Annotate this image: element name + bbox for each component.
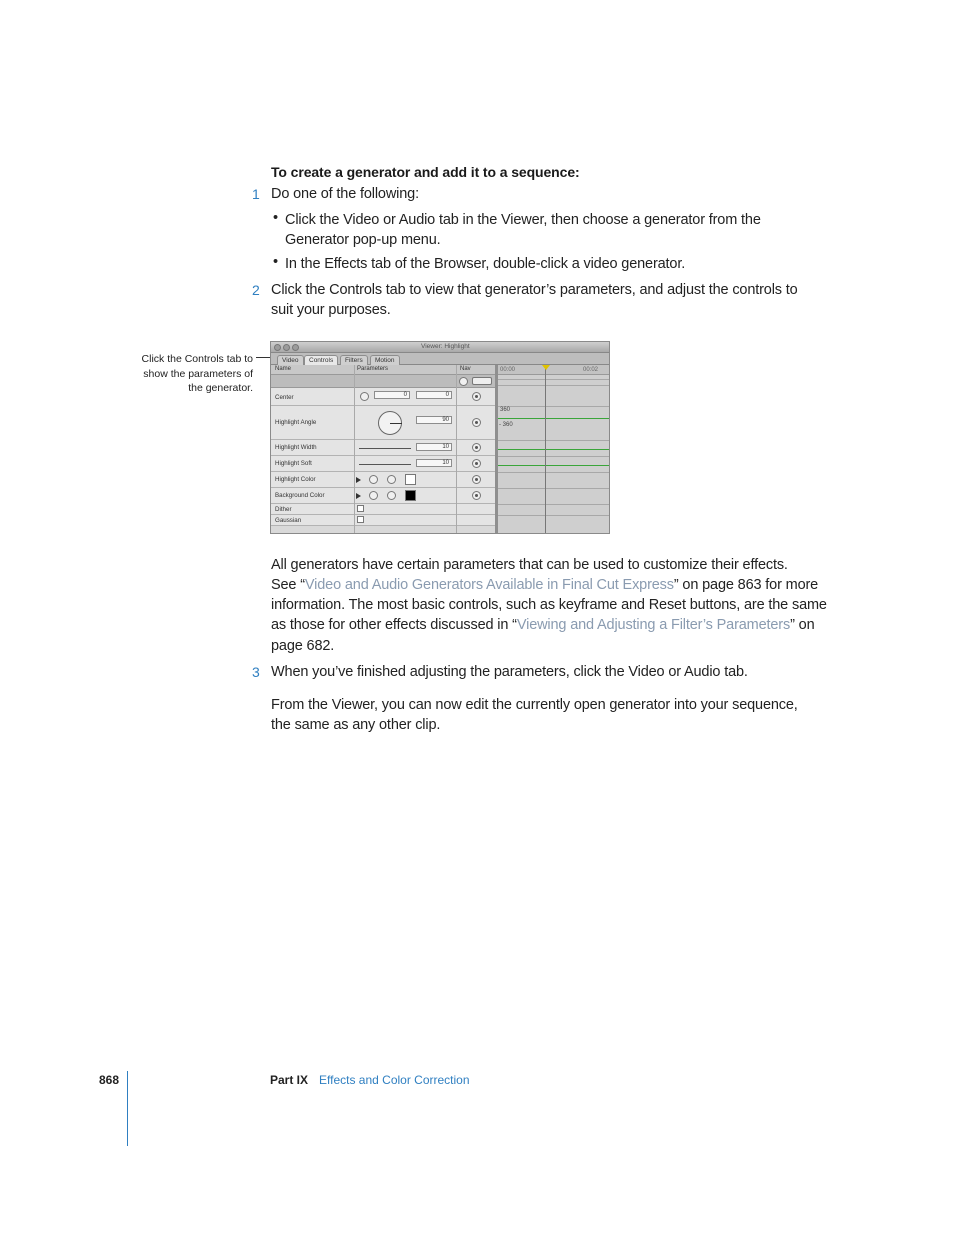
param-row-highlight-width xyxy=(271,440,497,456)
param-row-dither xyxy=(271,504,497,515)
param-label: Highlight Color xyxy=(275,476,316,483)
para-1-line-2 xyxy=(271,575,818,595)
soft-slider xyxy=(359,464,411,465)
para-2-line-1: From the Viewer, you can now edit the currently open generator into your sequence, xyxy=(271,697,798,713)
param-label: Highlight Soft xyxy=(275,460,312,467)
callout-line-2: show the parameters of xyxy=(143,367,253,380)
track-line xyxy=(498,488,610,489)
bullet-1-line-1: Click the Video or Audio tab in the Viewer, then choose a generator from the xyxy=(285,212,761,228)
parameter-column-headers xyxy=(271,365,497,375)
playhead-line xyxy=(545,365,546,534)
step-2-line-1: Click the Controls tab to view that generator’s parameters, and adjust the controls to xyxy=(271,282,798,298)
procedure-heading: To create a generator and add it to a sequence: xyxy=(271,164,580,180)
callout-line-3: the generator. xyxy=(188,382,253,394)
step-2-line-2: suit your purposes. xyxy=(271,302,391,318)
param-row-gaussian xyxy=(271,515,497,526)
keyframe-icon xyxy=(472,459,481,468)
track-line xyxy=(498,385,610,386)
track-line xyxy=(498,379,610,380)
header-parameters: Parameters xyxy=(357,366,389,372)
para-2-line-2: the same as any other clip. xyxy=(271,717,441,733)
tab-controls: Controls xyxy=(304,355,338,365)
playhead-icon xyxy=(542,365,550,370)
para-1-line-3: information. The most basic controls, such as keyframe and Reset buttons, are the same xyxy=(271,597,827,613)
step-number-2: 2 xyxy=(252,282,260,298)
background-color-swatch xyxy=(405,490,416,501)
soft-keyframe-curve xyxy=(498,465,610,466)
text-fragment: as those for other effects discussed in “ xyxy=(271,617,517,633)
footer-divider xyxy=(127,1071,128,1146)
zoom-window-icon xyxy=(292,344,299,351)
param-row-background-color xyxy=(271,488,497,504)
width-value-field: 10 xyxy=(416,443,452,451)
eyedropper-icon xyxy=(369,475,378,484)
viewer-tab-bar xyxy=(271,353,609,365)
figure-callout xyxy=(118,352,253,396)
soft-value-field: 10 xyxy=(416,459,452,467)
callout-line-1: Click the Controls tab to xyxy=(141,353,253,365)
track-line xyxy=(498,515,610,516)
keyframe-icon xyxy=(472,475,481,484)
param-row-highlight-soft xyxy=(271,456,497,472)
tab-filters: Filters xyxy=(340,355,368,365)
angle-keyframe-curve xyxy=(498,418,610,419)
keyframe-icon xyxy=(472,443,481,452)
viewer-window-screenshot xyxy=(270,341,610,534)
param-row-highlight-angle xyxy=(271,406,497,440)
graph-min-label: - 360 xyxy=(499,422,513,428)
track-line xyxy=(498,456,610,457)
bullet-marker-1: • xyxy=(273,210,279,226)
track-line xyxy=(498,406,610,407)
dither-checkbox xyxy=(357,505,364,512)
disclosure-triangle-icon xyxy=(356,493,361,499)
track-line xyxy=(498,472,610,473)
keyframe-icon xyxy=(472,392,481,401)
keyframe-icon xyxy=(472,491,481,500)
link-video-audio-generators[interactable]: Video and Audio Generators Available in Final Cut Express xyxy=(304,577,674,593)
color-picker-icon xyxy=(387,491,396,500)
crosshair-icon xyxy=(360,392,369,401)
param-label: Center xyxy=(275,394,294,401)
track-line xyxy=(498,504,610,505)
nav-popup-menu xyxy=(472,377,492,385)
close-window-icon xyxy=(274,344,281,351)
keyframe-icon xyxy=(472,418,481,427)
bullet-1-line-2: Generator pop-up menu. xyxy=(285,232,441,248)
generator-header-row xyxy=(271,375,497,388)
text-fragment: ” on page 863 for more xyxy=(673,577,819,593)
timecode-start: 00:00 xyxy=(500,367,516,373)
param-row-highlight-color xyxy=(271,472,497,488)
header-nav: Nav xyxy=(460,366,471,372)
footer-part-label: Part IX xyxy=(270,1073,309,1087)
para-1-line-1: All generators have certain parameters that can be used to customize their effects. xyxy=(271,557,788,573)
bullet-marker-2: • xyxy=(273,254,279,270)
param-label: Background Color xyxy=(275,492,325,499)
column-divider xyxy=(354,365,355,534)
bullet-2-line-1: In the Effects tab of the Browser, double-click a video generator. xyxy=(285,256,686,272)
gaussian-checkbox xyxy=(357,516,364,523)
angle-dial-pointer xyxy=(390,423,402,424)
column-divider xyxy=(456,365,457,534)
timeline-ruler xyxy=(498,365,610,375)
viewer-title: Viewer: Highlight xyxy=(421,343,470,350)
tab-video: Video xyxy=(277,355,304,365)
param-label: Highlight Width xyxy=(275,444,317,451)
eyedropper-icon xyxy=(369,491,378,500)
text-fragment: See “ xyxy=(271,577,305,593)
color-picker-icon xyxy=(387,475,396,484)
track-line xyxy=(498,440,610,441)
viewer-titlebar xyxy=(271,342,609,353)
page-number: 868 xyxy=(99,1073,120,1087)
para-1-line-4 xyxy=(271,615,814,635)
param-row-center xyxy=(271,388,497,406)
minimize-window-icon xyxy=(283,344,290,351)
angle-value-field: 90 xyxy=(416,416,452,424)
tab-motion: Motion xyxy=(370,355,400,365)
footer-section-link[interactable]: Effects and Color Correction xyxy=(319,1073,470,1087)
step-number-3: 3 xyxy=(252,664,260,680)
center-x-field: 0 xyxy=(374,391,410,399)
width-slider xyxy=(359,448,411,449)
graph-max-label: 360 xyxy=(500,407,511,413)
param-label: Highlight Angle xyxy=(275,419,317,426)
para-1-line-5: page 682. xyxy=(271,638,335,654)
center-y-field: 0 xyxy=(416,391,452,399)
step-1-text: Do one of the following: xyxy=(271,186,419,202)
header-name: Name xyxy=(275,366,292,372)
param-label: Gaussian xyxy=(275,517,302,524)
disclosure-triangle-icon xyxy=(356,477,361,483)
param-label: Dither xyxy=(275,506,292,513)
keyframe-graph-area xyxy=(498,365,610,534)
highlight-color-swatch xyxy=(405,474,416,485)
width-keyframe-curve xyxy=(498,449,610,450)
step-number-1: 1 xyxy=(252,186,260,202)
step-3-text: When you’ve finished adjusting the parameters, click the Video or Audio tab. xyxy=(271,664,748,680)
link-viewing-adjusting-filter[interactable]: Viewing and Adjusting a Filter’s Parameters xyxy=(516,617,791,633)
timecode-end: 00:02 xyxy=(583,367,599,373)
text-fragment: ” on xyxy=(790,617,815,633)
reset-icon xyxy=(459,377,468,386)
